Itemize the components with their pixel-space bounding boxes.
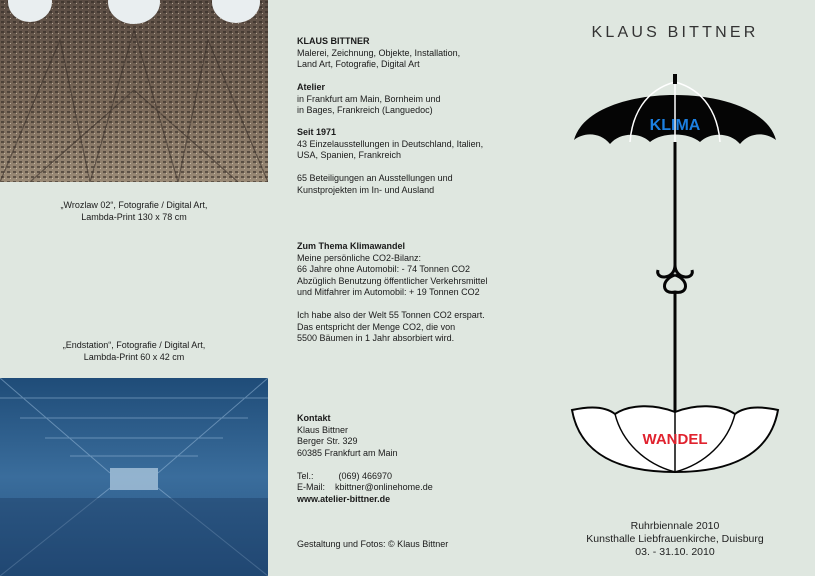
event-line: Ruhrbiennale 2010 — [630, 520, 720, 532]
photo-caption-top — [0, 200, 268, 223]
climate-result-line: Ich habe also der Welt 55 Tonnen CO2 erspart. — [297, 310, 485, 320]
umbrella-handle-loop — [664, 275, 685, 292]
climate-result-line: 5500 Bäumen in 1 Jahr absorbiert wird. — [297, 333, 455, 343]
participation-line: Kunstprojekten im In- und Ausland — [297, 184, 435, 195]
photo-wroclaw — [0, 0, 268, 182]
bio-block — [297, 36, 547, 71]
event-line: 03. - 31.10. 2010 — [635, 546, 715, 558]
artist-name: KLAUS BITTNER — [297, 36, 370, 46]
atelier-heading: Atelier — [297, 82, 326, 92]
event-info — [560, 520, 790, 559]
umbrella-klima-label: KLIMA — [649, 117, 701, 134]
since-block — [297, 127, 547, 162]
climate-block — [297, 241, 547, 299]
caption-line: Lambda-Print 60 x 42 cm — [83, 351, 185, 362]
caption-line: „Endstation“, Fotografie / Digital Art, — [62, 340, 206, 350]
since-heading: Seit 1971 — [297, 127, 337, 137]
climate-line: Abzüglich Benutzung öffentlicher Verkehrsmittel — [297, 275, 488, 286]
climate-line: 66 Jahre ohne Automobil: - 74 Tonnen CO2 — [297, 264, 470, 274]
since-line: USA, Spanien, Frankreich — [297, 150, 402, 160]
climate-heading: Zum Thema Klimawandel — [297, 241, 406, 251]
photo-endstation — [0, 378, 268, 576]
contact-heading: Kontakt — [297, 413, 331, 423]
umbrella-tip — [673, 74, 677, 84]
since-line: 43 Einzelausstellungen in Deutschland, Italien, — [297, 138, 484, 149]
contact-block — [297, 413, 547, 505]
climate-result-line: Das entspricht der Menge CO2, die von — [297, 321, 456, 332]
contact-website-link[interactable]: www.atelier-bittner.de — [297, 493, 391, 504]
umbrella-illustration — [560, 70, 790, 490]
participation-line: 65 Beteiligungen an Ausstellungen und — [297, 173, 453, 183]
event-line: Kunsthalle Liebfrauenkirche, Duisburg — [586, 533, 764, 545]
photo-caption-bottom — [0, 340, 268, 363]
umbrella-wandel-label: WANDEL — [642, 431, 708, 448]
atelier-block — [297, 82, 547, 117]
climate-result-block — [297, 310, 547, 345]
climate-line: Meine persönliche CO2-Bilanz: — [297, 252, 422, 263]
contact-line: Berger Str. 329 — [297, 436, 358, 446]
atelier-line: in Bages, Frankreich (Languedoc) — [297, 105, 433, 115]
credits — [297, 539, 547, 551]
caption-line: „Wrozlaw 02“, Fotografie / Digital Art, — [60, 200, 208, 210]
discipline-line: Malerei, Zeichnung, Objekte, Installation, — [297, 47, 461, 58]
climate-line: und Mitfahrer im Automobil: + 19 Tonnen CO2 — [297, 287, 480, 297]
credits-line: Gestaltung und Fotos: © Klaus Bittner — [297, 539, 449, 549]
participation-block — [297, 173, 547, 196]
contact-email[interactable]: E-Mail: kbittner@onlinehome.de — [297, 482, 433, 492]
contact-tel: Tel.: (069) 466970 — [297, 470, 393, 481]
caption-line: Lambda-Print 130 x 78 cm — [81, 211, 187, 222]
atelier-line: in Frankfurt am Main, Bornheim und — [297, 93, 441, 104]
contact-line: Klaus Bittner — [297, 424, 349, 435]
cover-title: KLAUS BITTNER — [591, 24, 759, 41]
discipline-line: Land Art, Fotografie, Digital Art — [297, 59, 420, 69]
contact-line: 60385 Frankfurt am Main — [297, 447, 398, 458]
